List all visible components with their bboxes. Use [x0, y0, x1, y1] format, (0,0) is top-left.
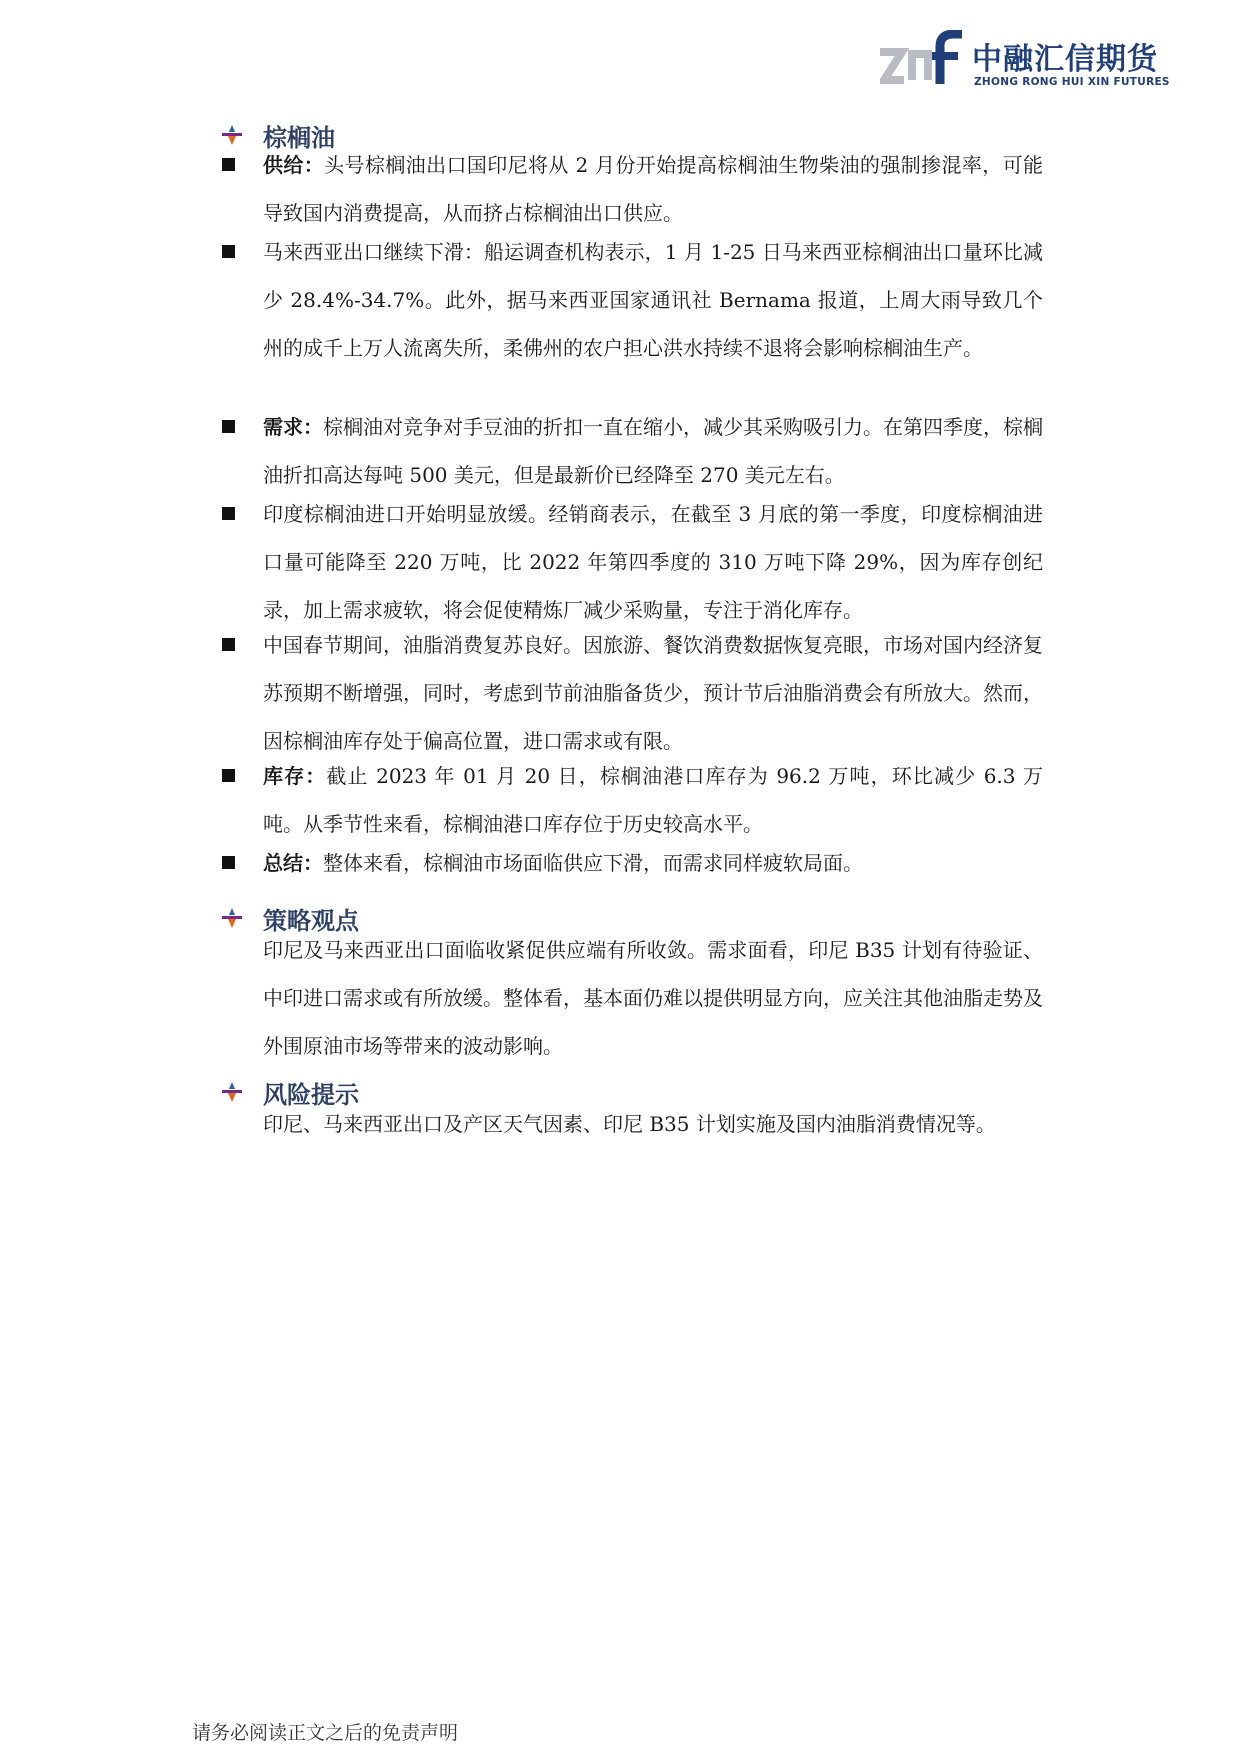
bullet-square-icon — [222, 158, 235, 171]
paragraph-strategy: 印尼及马来西亚出口面临收紧促供应端有所收敛。需求面看，印尼 B35 计划有待验证、中印进口需求或有所放缓。整体看，基本面仍难以提供明显方向，应关注其他油脂走势及外围原油市场等带来的波动影响。 — [263, 938, 1043, 1058]
section-title: 策略观点 — [263, 907, 359, 935]
footer-disclaimer: 请务必阅读正文之后的免责声明 — [192, 1722, 459, 1744]
item-label: 总结： — [263, 851, 323, 875]
bullet-square-icon — [222, 856, 235, 869]
paragraph-demand — [263, 403, 1043, 499]
bullet-square-icon — [222, 420, 235, 433]
section-title: 风险提示 — [263, 1081, 359, 1109]
bullet-square-icon — [222, 245, 235, 258]
paragraph-inventory — [263, 752, 1043, 848]
bullet-square-icon — [222, 507, 235, 520]
bullet-square-icon — [222, 769, 235, 782]
logo-chinese-name: 中融汇信期货 — [972, 42, 1158, 77]
logo-english-name: ZHONG RONG HUI XIN FUTURES — [974, 76, 1170, 88]
znf-logo-icon — [880, 30, 966, 92]
item-text: 截止 2023 年 01 月 20 日，棕榈油港口库存为 96.2 万吨，环比减少 6.3 万吨。从季节性来看，棕榈油港口库存位于历史较高水平。 — [263, 764, 1044, 836]
item-text: 印度棕榈油进口开始明显放缓。经销商表示，在截至 3 月底的第一季度，印度棕榈油进口量可能降至 220 万吨，比 2022 年第四季度的 310 万吨下降 29%，因为库存创纪录，加上需求疲软，将会促使精炼厂减少采购量，专注于消化库存。 — [263, 502, 1043, 622]
heading-bullet-icon — [220, 907, 244, 929]
paragraph-india-imports — [263, 490, 1043, 634]
item-text: 棕榈油对竞争对手豆油的折扣一直在缩小，减少其采购吸引力。在第四季度，棕榈油折扣高达每吨 500 美元，但是最新价已经降至 270 美元左右。 — [263, 415, 1043, 487]
item-text: 马来西亚出口继续下滑：船运调查机构表示，1 月 1-25 日马来西亚棕榈油出口量环比减少 28.4%-34.7%。此外，据马来西亚国家通讯社 Bernama 报道，上周大雨导致几个州的成千上万人流离失所，柔佛州的农户担心洪水持续不退将会影响棕榈油生产。 — [263, 240, 1043, 360]
heading-bullet-icon — [220, 1081, 244, 1103]
company-logo — [880, 30, 1170, 92]
paragraph-risk: 印尼、马来西亚出口及产区天气因素、印尼 B35 计划实施及国内油脂消费情况等。 — [263, 1112, 996, 1136]
paragraph-supply — [263, 141, 1043, 237]
item-label: 需求： — [263, 415, 323, 439]
bullet-square-icon — [222, 638, 235, 651]
heading-bullet-icon — [220, 124, 244, 146]
paragraph-summary — [263, 839, 1043, 887]
item-text: 中国春节期间，油脂消费复苏良好。因旅游、餐饮消费数据恢复亮眼，市场对国内经济复苏预期不断增强，同时，考虑到节前油脂备货少，预计节后油脂消费会有所放大。然而，因棕榈油库存处于偏高位置，进口需求或有限。 — [263, 633, 1043, 753]
item-text: 头号棕榈油出口国印尼将从 2 月份开始提高棕榈油生物柴油的强制掺混率，可能导致国内消费提高，从而挤占棕榈油出口供应。 — [263, 153, 1043, 225]
paragraph-malaysia-exports — [263, 228, 1043, 372]
item-label: 供给： — [263, 153, 325, 177]
section-title: 棕榈油 — [263, 124, 335, 152]
paragraph-china-festival — [263, 621, 1043, 765]
item-text: 整体来看，棕榈油市场面临供应下滑，而需求同样疲软局面。 — [323, 851, 863, 875]
item-label: 库存： — [263, 764, 327, 788]
